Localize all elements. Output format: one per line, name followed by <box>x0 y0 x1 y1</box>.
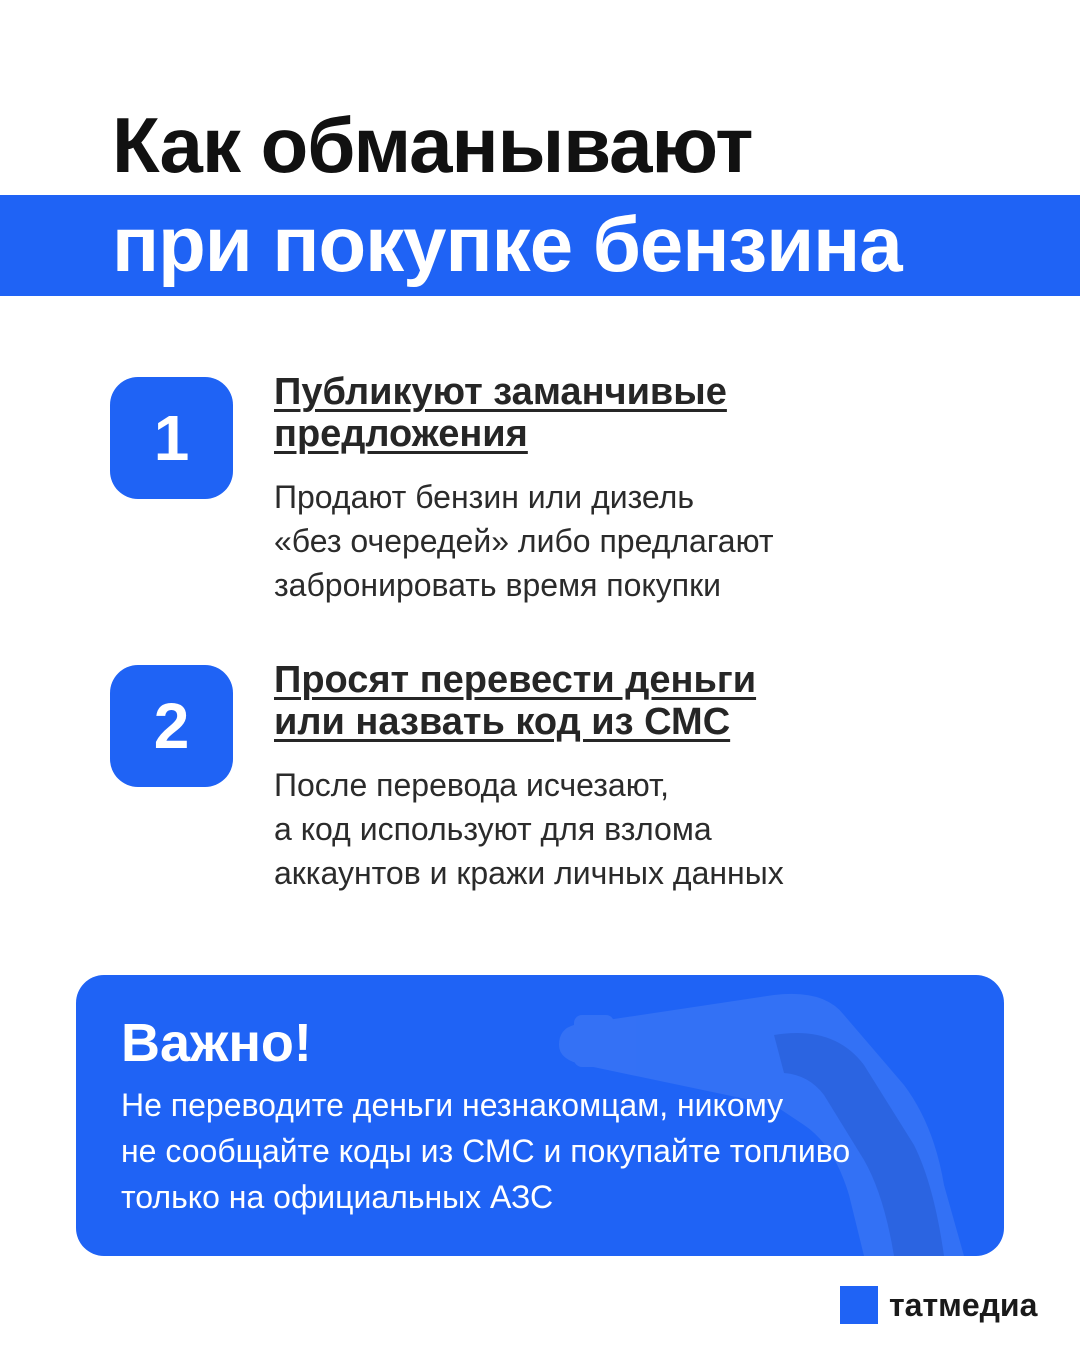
step-heading-line: или назвать код из СМС <box>274 701 731 743</box>
step-heading-line: предложения <box>274 413 528 455</box>
notice-text-line: Не переводите деньги незнакомцам, никому <box>121 1087 784 1123</box>
step-description-line: а код используют для взлома <box>274 811 712 847</box>
notice-title: Важно! <box>121 1013 312 1073</box>
step-description-line: «без очередей» либо предлагают <box>274 523 774 559</box>
step-heading-line: Просят перевести деньги <box>274 659 757 701</box>
step-description <box>274 475 954 607</box>
step-heading <box>274 659 954 743</box>
step-description-line: забронировать время покупки <box>274 567 721 603</box>
brand-name: татмедиа <box>889 1287 1038 1323</box>
notice-text-line: не сообщайте коды из СМС и покупайте топливо <box>121 1133 851 1169</box>
step-description-line: аккаунтов и кражи личных данных <box>274 855 784 891</box>
step-heading <box>274 371 954 455</box>
step-number-badge: 1 <box>110 377 233 499</box>
notice-text-line: только на официальных АЗС <box>121 1179 554 1215</box>
step-description-line: Продают бензин или дизель <box>274 479 694 515</box>
step-description <box>274 763 954 895</box>
step-heading-line: Публикуют заманчивые <box>274 371 727 413</box>
brand-square-icon <box>840 1286 878 1324</box>
page-title-line-2: при покупке бензина <box>112 200 902 288</box>
step-description-line: После перевода исчезают, <box>274 767 670 803</box>
step-number-badge: 2 <box>110 665 233 787</box>
page-title-line-1: Как обманывают <box>112 101 753 189</box>
brand-logo <box>840 1286 1037 1324</box>
notice-text <box>121 1082 1001 1220</box>
important-notice-card <box>76 975 1004 1256</box>
